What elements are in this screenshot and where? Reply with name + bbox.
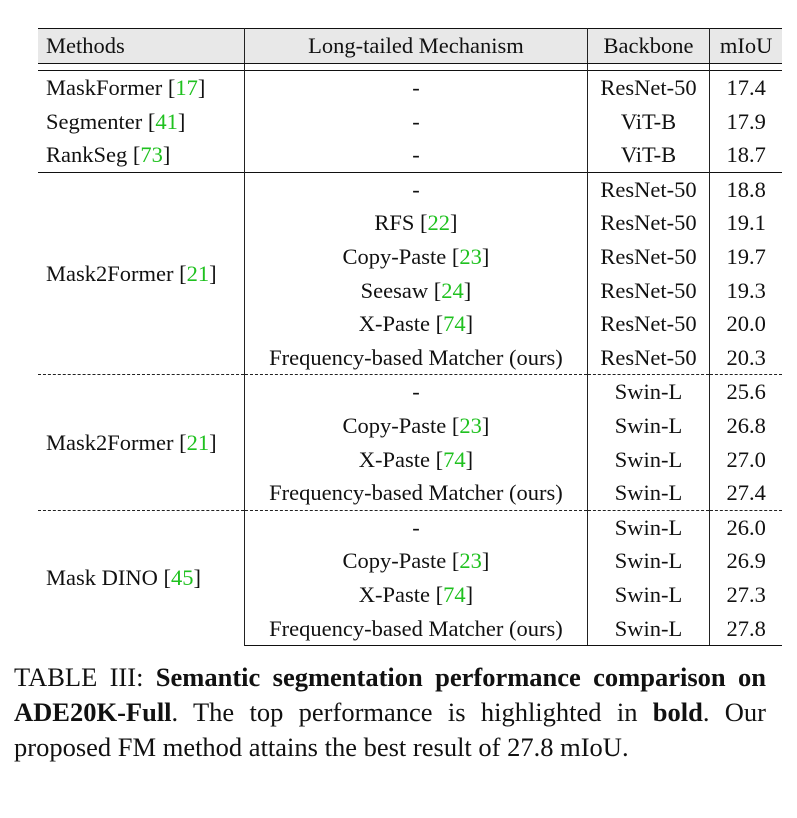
miou-cell: 27.0 xyxy=(726,446,766,472)
backbone-cell: Swin-L xyxy=(587,578,709,612)
header-methods: Methods xyxy=(38,29,245,64)
results-table xyxy=(38,28,782,646)
table-caption xyxy=(14,660,766,765)
citation: 23 xyxy=(459,412,482,438)
citation: 73 xyxy=(140,142,163,168)
backbone-cell: Swin-L xyxy=(587,443,709,477)
miou-cell: 27.4 xyxy=(726,480,766,506)
table-row xyxy=(38,71,782,105)
table-row xyxy=(38,510,782,544)
mechanism-cell: Frequency-based Matcher (ours) xyxy=(245,612,588,646)
miou-cell: 17.9 xyxy=(726,108,766,134)
citation: 74 xyxy=(443,311,466,337)
backbone-cell: Swin-L xyxy=(587,612,709,646)
table-row xyxy=(38,138,782,172)
miou-cell: 20.0 xyxy=(726,311,766,337)
miou-cell: 17.4 xyxy=(710,71,782,105)
miou-cell: 19.7 xyxy=(726,243,766,269)
citation: 41 xyxy=(155,108,178,134)
backbone-cell: Swin-L xyxy=(587,375,709,409)
caption-text-2: . Our proposed FM method attains the best result of 27.8 mIoU. xyxy=(14,697,766,762)
header-backbone: Backbone xyxy=(587,29,709,64)
method-cell: Mask DINO [45] xyxy=(38,510,245,645)
table-header-row xyxy=(38,29,782,64)
miou-cell: 26.9 xyxy=(726,548,766,574)
backbone-cell: ViT-B xyxy=(587,105,709,139)
miou-cell: 26.0 xyxy=(710,510,782,544)
backbone-cell: ViT-B xyxy=(587,138,709,172)
mechanism-cell: - xyxy=(245,105,588,139)
mechanism-cell: Frequency-based Matcher (ours) xyxy=(245,476,588,510)
header-miou: mIoU xyxy=(710,29,782,64)
backbone-cell: ResNet-50 xyxy=(587,307,709,341)
method-cell: Segmenter [41] xyxy=(38,105,245,139)
miou-cell: 18.7 xyxy=(726,142,766,168)
method-cell: Mask2Former [21] xyxy=(38,375,245,510)
mechanism-cell: Seesaw [24] xyxy=(245,274,588,308)
backbone-cell: ResNet-50 xyxy=(587,274,709,308)
table-row xyxy=(38,105,782,139)
caption-label: TABLE III: xyxy=(14,662,156,692)
table-row xyxy=(38,375,782,409)
miou-cell: 20.3 xyxy=(726,344,766,370)
backbone-cell: ResNet-50 xyxy=(587,240,709,274)
mechanism-cell: Copy-Paste [23] xyxy=(245,544,588,578)
citation: 21 xyxy=(186,260,210,286)
citation: 45 xyxy=(171,565,194,591)
caption-title: Semantic segmentation performance comparison on ADE20K-Full xyxy=(14,662,766,727)
method-cell: RankSeg [73] xyxy=(38,138,245,172)
mechanism-cell: - xyxy=(245,71,588,105)
table-row xyxy=(38,172,782,206)
backbone-cell: ResNet-50 xyxy=(587,341,709,375)
mechanism-cell: X-Paste [74] xyxy=(245,578,588,612)
miou-cell: 25.6 xyxy=(710,375,782,409)
citation: 74 xyxy=(443,581,466,607)
backbone-cell: ResNet-50 xyxy=(587,172,709,206)
mechanism-cell: Frequency-based Matcher (ours) xyxy=(245,341,588,375)
citation: 22 xyxy=(427,210,451,236)
citation: 17 xyxy=(175,75,198,100)
miou-cell: 18.8 xyxy=(710,172,782,206)
backbone-cell: Swin-L xyxy=(587,544,709,578)
mechanism-cell: - xyxy=(245,510,588,544)
miou-cell-best: 27.8 xyxy=(710,612,782,646)
backbone-cell: ResNet-50 xyxy=(587,71,709,105)
miou-cell: 27.3 xyxy=(726,581,766,607)
mechanism-cell: Copy-Paste [23] xyxy=(245,240,588,274)
header-mechanism: Long-tailed Mechanism xyxy=(245,29,588,64)
miou-cell: 19.1 xyxy=(726,210,766,236)
mechanism-cell: X-Paste [74] xyxy=(245,307,588,341)
citation: 23 xyxy=(459,243,482,269)
backbone-cell: Swin-L xyxy=(587,510,709,544)
mechanism-cell: - xyxy=(245,375,588,409)
mechanism-cell: RFS [22] xyxy=(245,206,588,240)
citation: 21 xyxy=(186,429,210,455)
mechanism-cell: Copy-Paste [23] xyxy=(245,409,588,443)
mechanism-cell: X-Paste [74] xyxy=(245,443,588,477)
backbone-cell: Swin-L xyxy=(587,476,709,510)
caption-bold-word: bold xyxy=(652,697,703,727)
method-cell: Mask2Former [21] xyxy=(38,172,245,375)
backbone-cell: Swin-L xyxy=(587,409,709,443)
miou-cell: 26.8 xyxy=(726,412,766,438)
caption-text-1: . The top performance is highlighted in xyxy=(171,697,653,727)
backbone-cell: ResNet-50 xyxy=(587,206,709,240)
mechanism-cell: - xyxy=(245,172,588,206)
citation: 23 xyxy=(459,548,482,574)
citation: 24 xyxy=(441,277,464,303)
spacer-row xyxy=(38,64,782,71)
method-cell: MaskFormer [17] xyxy=(38,71,245,105)
miou-cell: 19.3 xyxy=(726,277,766,303)
mechanism-cell: - xyxy=(245,138,588,172)
citation: 74 xyxy=(443,446,466,472)
